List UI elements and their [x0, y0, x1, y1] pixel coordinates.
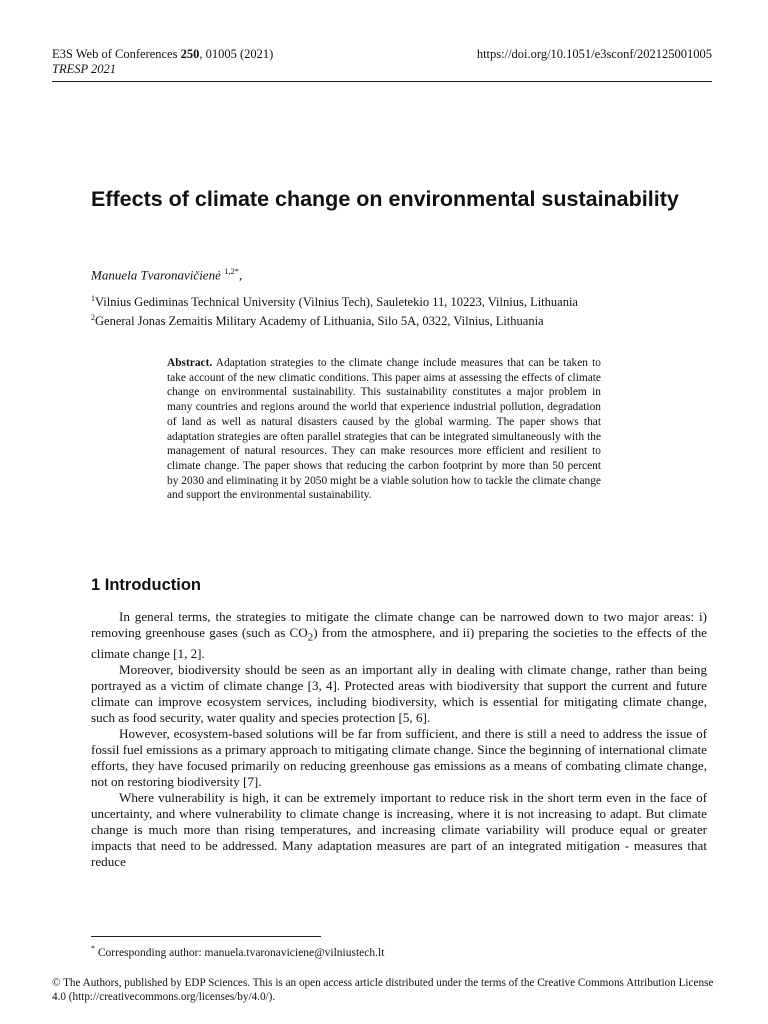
journal-citation — [52, 47, 273, 62]
abstract-label: Abstract. — [167, 357, 213, 369]
abstract — [167, 356, 601, 503]
author-affiliation-marks: 1,2* — [224, 266, 239, 276]
section-heading-introduction: 1 Introduction — [91, 576, 201, 594]
paragraph-1: In general terms, the strategies to mitigate the climate change can be narrowed down to two major areas: i) removing greenhouse gases (such as $CO_2$) from the atmosphere, and ii) preparing the societies to the effects of the climate change [1, 2]. — [91, 609, 707, 661]
journal-name: E3S Web of Conferences — [52, 47, 181, 61]
doi-link[interactable]: https://doi.org/10.1051/e3sconf/202125001005 — [476, 47, 712, 61]
introduction-body — [91, 609, 707, 870]
author-line: Manuela Tvaronavičienė $^{1,2*}$, — [91, 266, 243, 283]
paragraph-3: However, ecosystem-based solutions will be far from sufficient, and there is still a need to address the issue of fossil fuel emissions as a primary approach to mitigating climate change. Since the beginning of international climate efforts, they have focused primarily on reducing greenhouse gas emissions as a means of combating climate change, not on restoring biodiversity [7]. — [91, 725, 707, 790]
running-header — [52, 47, 273, 77]
corresponding-author-footnote: * Corresponding author: manuela.tvaronaviciene@vilniustech.lt — [91, 944, 385, 959]
copyright-notice: © The Authors, published by EDP Sciences. This is an open access article distributed under the terms of the Creative Commons Attribution License 4.0 (http://creativecommons.org/licenses/by/4.0/). — [52, 977, 714, 1003]
header-divider — [52, 81, 712, 82]
paper-title: Effects of climate change on environmental sustainability — [91, 187, 679, 211]
journal-volume: 250 — [180, 47, 200, 61]
abstract-text: Adaptation strategies to the climate change include measures that can be taken to take account of the new climatic conditions. This paper aims at assessing the effects of climate change on environmental sustainability. This sustainability constitutes a major problem in many countries and regions around the world that experience industrial pollution, degradation of land as well as natural disasters caused by the global warming. The paper shows that adaptation strategies are often parallel strategies that can be integrated simultaneously with the management of natural resources. They can make resources more efficient and resilient to climate change. The paper shows that reducing the carbon footprint by more than 50 percent by 2030 and eliminating it by 2050 might be a viable solution how to tackle the climate change and support the environmental sustainability. — [167, 357, 601, 502]
affiliation-1: $^1$Vilnius Gediminas Technical University (Vilnius Tech), Sauletekio 11, 10223, Vilnius, Lithuania — [91, 294, 578, 310]
conference-name: TRESP 2021 — [52, 62, 117, 76]
paragraph-4: Where vulnerability is high, it can be extremely important to reduce risk in the short term even in the face of uncertainty, and where vulnerability to climate change is increasing, where it is not increasing to adapt. But climate change is much more than rising temperatures, and increasing climate variability will produce equal or greater impacts that need to be addressed. Many adaptation measures are part of an integrated mitigation - measures that reduce — [91, 790, 707, 870]
paragraph-2: Moreover, biodiversity should be seen as an important ally in dealing with climate change, rather than being portrayed as a victim of climate change [3, 4]. Protected areas with biodiversity that support the current and future climate can improve ecosystem services, including biodiversity, which is essential for mitigating climate change, such as food security, water quality and species protection [5, 6]. — [91, 661, 707, 725]
journal-issue: , 01005 (2021) — [199, 47, 274, 61]
affiliation-2: $^2$General Jonas Zemaitis Military Academy of Lithuania, Silo 5A, 0322, Vilnius, Lithuania — [91, 313, 544, 329]
author-name: Manuela Tvaronavičienė — [91, 267, 221, 283]
affiliations — [91, 291, 578, 329]
footnote-divider — [91, 936, 321, 937]
